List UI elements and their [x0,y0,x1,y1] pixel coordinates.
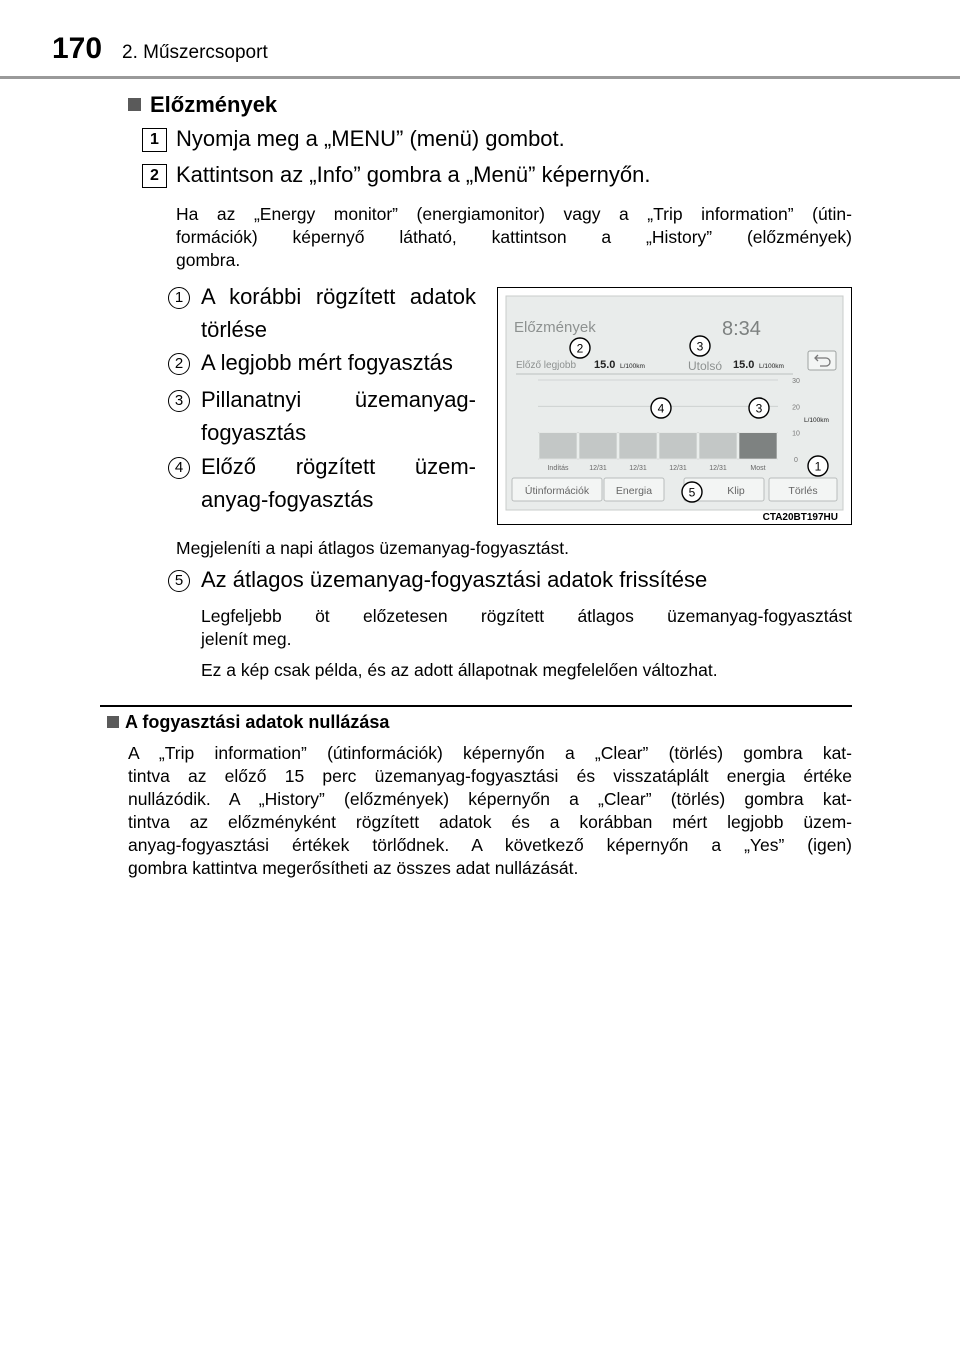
figure-frame [497,287,852,525]
latest-label: Utolsó [688,359,723,373]
body-line: anyag-fogyasztási értékek törlődnek. A következő képernyőn a „Yes” (igen) [128,835,852,855]
step-badge: 1 [142,128,167,152]
chapter-title: 2. Műszercsoport [122,42,268,63]
item5-note [201,605,852,651]
body-line: A „Trip information” (útinformációk) képernyőn a „Clear” (törlés) gombra kat- [128,743,852,763]
x-tick-label: 12/31 [669,465,687,472]
note-line: Ha az „Energy monitor” (energiamonitor) vagy a „Trip information” (útin- [176,204,852,224]
callout-number: 3 [696,339,704,354]
section-title: Előzmények [150,92,278,117]
step-text: Kattintson az „Info” gombra a „Menü” képernyőn. [176,162,651,187]
square-bullet-icon [128,98,141,111]
note-line: jelenít meg. [201,629,292,649]
y-unit: L/100km [804,417,829,424]
body-line: gombra kattintva megerősítheti az összes adat nullázását. [128,858,579,878]
best-label: Előző legjobb [516,360,577,371]
latest-value: 15.0 [733,359,755,371]
callout-number: 1 [814,459,822,474]
section-divider [100,705,852,707]
item4-note: Megjeleníti a napi átlagos üzemanyag-fogyasztást. [176,538,570,558]
legend-item: Az átlagos üzemanyag-fogyasztási adatok frissítése [201,567,708,592]
body-line: nullázódik. A „History” (előzmények) képernyőn a „Clear” (törlés) gombra kat- [128,789,852,809]
tab-label: Útinformációk [524,485,590,497]
legend-item [201,346,453,379]
latest-unit: L/100km [759,363,784,370]
y-tick-label: 10 [792,430,800,438]
section-heading [128,92,277,118]
bar [659,433,697,459]
x-tick-label: Indítás [547,465,569,472]
legend-line: fogyasztás [201,420,307,445]
page-number: 170 [52,32,103,65]
callout-badge: 5 [168,570,190,592]
subsection-heading [107,712,389,733]
callout-badge: 4 [168,457,190,479]
callout-badge: 3 [168,390,190,412]
tab-label: Törlés [788,485,818,497]
header-rule [0,76,960,79]
subsection-title: A fogyasztási adatok nullázása [125,712,390,732]
note-line: Legfeljebb öt előzetesen rögzített átlagos üzemanyag-fogyasztást [201,606,852,626]
callout-number: 4 [657,401,665,416]
x-tick-label: 12/31 [709,465,727,472]
legend-line [201,280,476,313]
legend-item [201,450,476,516]
legend-text: A korábbi rögzített adatok [201,284,476,309]
x-tick-label: Most [750,465,766,472]
legend-line: Pillanatnyi üzemanyag- [201,387,476,412]
screen-title: Előzmények [514,319,596,336]
y-tick-label: 30 [792,378,800,385]
figure-code: CTA20BT197HU [762,512,838,523]
step-note [176,203,852,272]
legend-line: anyag-fogyasztás [201,487,374,512]
bar [579,433,617,459]
item5-note-2: Ez a kép csak példa, és az adott állapotnak megfelelően változhat. [201,660,718,680]
tab-label: Energia [615,485,653,497]
legend-line: A legjobb mért fogyasztás [201,350,453,375]
step-badge: 2 [142,164,167,188]
y-tick-label: 0 [794,457,798,464]
legend-line: Előző rögzített üzem- [201,454,476,479]
tab-label: Klip [727,485,745,497]
x-tick-label: 12/31 [629,465,647,472]
body-line: tintva az előző 15 perc üzemanyag-fogyasztási és visszatáplált energia értéke [128,766,852,786]
y-tick-label: 20 [792,404,800,412]
body-line: tintva az előzményként rögzített adatok és a korábban mért legjobb üzem- [128,812,852,832]
step-text: Nyomja meg a „MENU” (menü) gombot. [176,126,565,151]
subsection-body [128,742,852,880]
callout-number: 3 [755,401,763,416]
bar [539,433,577,459]
screen-illustration [498,288,851,524]
note-line: formációk) képernyő látható, kattintson a „History” (előzmények) [176,227,852,247]
bar [699,433,737,459]
callout-number: 5 [688,485,696,500]
bar [619,433,657,459]
callout-badge: 1 [168,287,190,309]
clock: 8:34 [722,318,761,340]
legend-item [201,280,476,346]
note-line: gombra. [176,250,241,270]
x-tick-label: 12/31 [589,465,607,472]
back-arrow-icon [808,351,836,370]
legend-item [201,383,476,449]
square-bullet-icon [107,716,119,728]
bar [739,433,777,459]
callout-badge: 2 [168,353,190,375]
callout-number: 2 [576,341,584,356]
legend-line: törlése [201,317,268,342]
best-value: 15.0 [594,359,616,371]
best-unit: L/100km [620,363,645,370]
